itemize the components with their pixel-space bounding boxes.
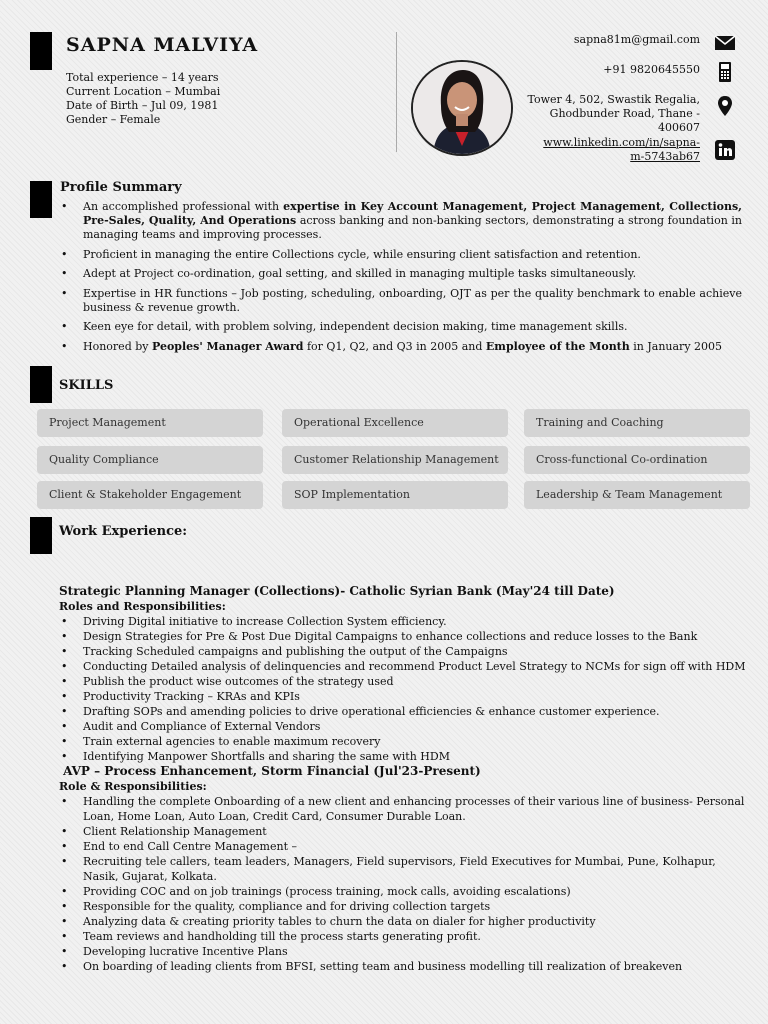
summary-text: for Q1, Q2, and Q3 in 2005 and [303,339,486,353]
job-block [59,764,749,974]
responsibility-item: • Developing lucrative Incentive Plans [59,944,749,959]
email-text[interactable]: sapna81m@gmail.com [573,33,700,46]
responsibility-item: • Design Strategies for Pre & Post Due Digital Campaigns to enhance collections and reduce losses to the Bank [59,629,749,644]
dob-line: Date of Birth – Jul 09, 1981 [66,99,219,112]
work-experience [59,584,749,974]
responsibility-item: • Handling the complete Onboarding of a new client and enhancing processes of their various line of business- Personal Loan, Home Loan, Auto Loan, Credit Card, Consumer Durable Loan. [59,794,749,824]
linkedin-link[interactable] [543,136,700,164]
responsibility-item: • Drafting SOPs and amending policies to drive operational efficiencies & enhance customer experience. [59,704,749,719]
gender-line: Gender – Female [66,113,161,126]
summary-item [59,248,742,262]
address-line: Tower 4, 502, Swastik Regalia, [527,93,700,106]
responsibility-item: • Identifying Manpower Shortfalls and sharing the same with HDM [59,749,749,764]
work-heading: Work Experience: [59,524,188,539]
responsibility-item: • Driving Digital initiative to increase Collection System efficiency. [59,614,749,629]
job-block [59,584,749,764]
responsibility-item: • Conducting Detailed analysis of delinquencies and recommend Product Level Strategy to NCMs for sign off with HDM [59,659,749,674]
work-accent-bar [30,517,52,554]
experience-line: Total experience – 14 years [66,71,219,84]
summary-item [59,340,742,354]
responsibility-item: • Providing COC and on job trainings (process training, mock calls, avoiding escalations) [59,884,749,899]
responsibility-item: • Analyzing data & creating priority tables to churn the data on dialer for higher productivity [59,914,749,929]
header-divider [396,32,397,152]
responsibility-list [59,614,749,764]
skill-chip: Leadership & Team Management [524,481,750,509]
skill-chip: Project Management [37,409,263,437]
responsibility-item: • Tracking Scheduled campaigns and publishing the output of the Campaigns [59,644,749,659]
personal-info [66,71,220,127]
summary-list [59,200,742,354]
summary-text: across banking and non-banking sectors, demonstrating a strong foundation in managing teams and improving processes. [83,214,742,241]
responsibility-item: • Responsible for the quality, compliance and for driving collection targets [59,899,749,914]
responsibility-item: • Team reviews and handholding till the process starts generating profit. [59,929,749,944]
roles-heading: Roles and Responsibilities: [59,600,226,613]
address-line: Ghodbunder Road, Thane - [549,107,700,120]
summary-item [59,320,742,334]
linkedin-icon[interactable] [714,139,736,161]
skills-accent-bar [30,366,52,403]
job-title: AVP – Process Enhancement, Storm Financial (Jul'23-Present) [59,764,481,778]
summary-text: in January 2005 [629,339,723,353]
summary-text: Keen eye for detail, with problem solving, independent decision making, time management skills. [83,320,628,333]
summary-emphasis: Peoples' Manager Award [151,339,304,353]
responsibility-item: • Publish the product wise outcomes of the strategy used [59,674,749,689]
profile-summary [59,200,742,359]
profile-photo [411,60,513,156]
mail-icon [714,32,736,54]
summary-text: Proficient in managing the entire Collections cycle, while ensuring client satisfaction and retention. [83,247,641,261]
skill-chip: Customer Relationship Management [282,446,508,474]
summary-item [59,267,742,281]
summary-text: Honored by [83,339,152,353]
address-line: 400607 [658,121,700,134]
responsibility-item: • End to end Call Centre Management – [59,839,749,854]
skills-heading: SKILLS [59,378,114,393]
skill-chip: Operational Excellence [282,409,508,437]
responsibility-item: • Client Relationship Management [59,824,749,839]
responsibility-item: • On boarding of leading clients from BFSI, setting team and business modelling till realization of breakeven [59,959,749,974]
skill-chip: Cross-functional Co-ordination [524,446,750,474]
summary-text: An accomplished professional with [83,200,284,213]
skill-chip: Training and Coaching [524,409,750,437]
candidate-name: SAPNA MALVIYA [66,34,259,56]
responsibility-item: • Productivity Tracking – KRAs and KPIs [59,689,749,704]
address-block [527,93,700,135]
summary-accent-bar [30,181,52,218]
responsibility-list [59,794,749,974]
skill-chip: Client & Stakeholder Engagement [37,481,263,509]
portrait-illustration [413,62,511,154]
skill-chip: SOP Implementation [282,481,508,509]
responsibility-item: • Audit and Compliance of External Vendors [59,719,749,734]
skill-chip: Quality Compliance [37,446,263,474]
responsibility-item: • Recruiting tele callers, team leaders, Managers, Field supervisors, Field Executives for Mumbai, Pune, Kolhapur, Nasik, Gujarat, Kolkata. [59,854,749,884]
summary-emphasis: expertise in Key Account Management, Project Management, Collections, Pre-Sales, Quality, And Operations [83,200,743,227]
job-title: Strategic Planning Manager (Collections)- Catholic Syrian Bank (May'24 till Date) [59,584,615,598]
roles-heading: Role & Responsibilities: [59,780,207,793]
location-line: Current Location – Mumbai [66,85,221,98]
summary-item [59,287,742,315]
summary-emphasis: Employee of the Month [485,339,630,353]
phone-icon [714,61,736,83]
location-pin-icon [714,95,736,117]
summary-heading: Profile Summary [60,180,182,195]
phone-text[interactable]: +91 9820645550 [603,63,700,76]
linkedin-line[interactable]: www.linkedin.com/in/sapna- [543,136,700,149]
summary-text: Adept at Project co-ordination, goal setting, and skilled in managing multiple tasks simultaneously. [83,267,637,280]
header-accent-bar [30,32,52,70]
summary-item [59,200,742,242]
responsibility-item: • Train external agencies to enable maximum recovery [59,734,749,749]
linkedin-line[interactable]: m-5743ab67 [630,150,700,163]
summary-text: Expertise in HR functions – Job posting, scheduling, onboarding, OJT as per the quality benchmark to enable achieve business & revenue growth. [83,286,742,314]
